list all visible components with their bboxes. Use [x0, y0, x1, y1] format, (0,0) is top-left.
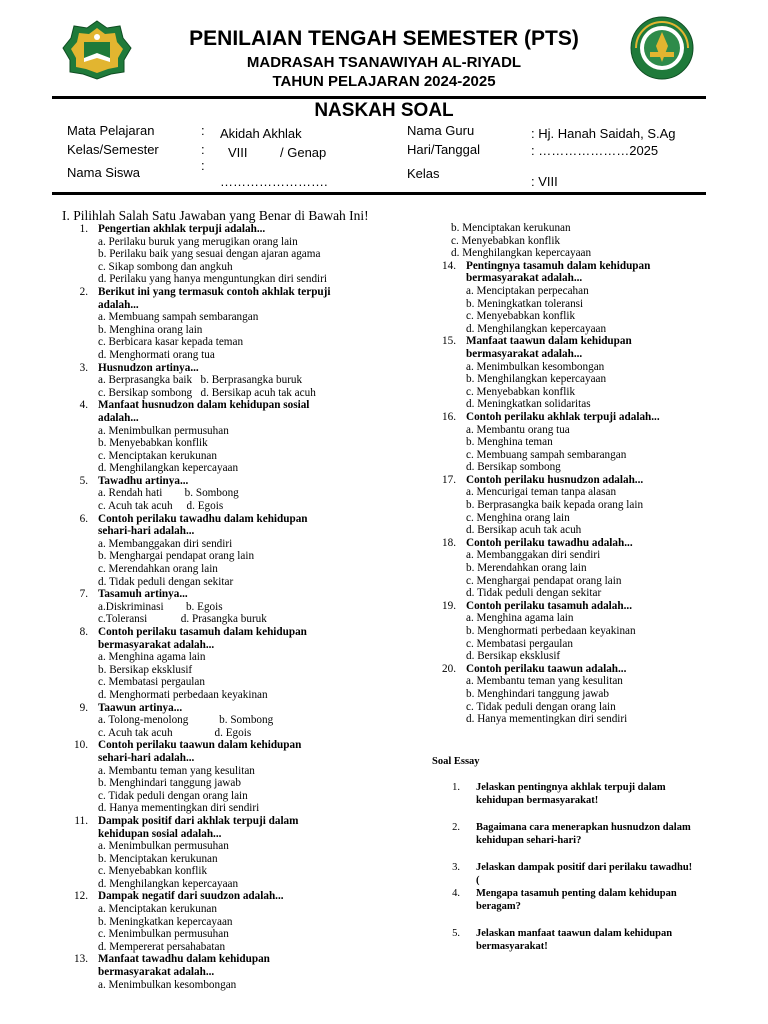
answer-option-text: d. Perilaku yang hanya menguntungkan diri sendiri	[98, 273, 327, 286]
question-number: 13.	[74, 953, 88, 966]
answer-option-text: d. Menghilangkan kepercayaan	[98, 877, 239, 890]
answer-option[interactable]	[428, 323, 748, 336]
answer-option[interactable]	[60, 878, 420, 891]
essay-text: bermasyarakat!	[476, 940, 548, 952]
answer-option-text: d. Meningkatkan solidaritas	[466, 398, 591, 411]
answer-option[interactable]	[428, 688, 748, 701]
answer-option-text: c. Menghina orang lain	[466, 511, 570, 524]
document-title: NASKAH SOAL	[314, 100, 454, 121]
semester-value: / Genap	[280, 145, 327, 160]
answer-option[interactable]	[428, 499, 748, 512]
essay-text: Bagaimana cara menerapkan husnudzon dalam	[476, 822, 691, 833]
student-name-label: Nama Siswa	[67, 165, 140, 180]
answer-option-text: b. Menghargai pendapat orang lain	[98, 550, 255, 563]
question-item	[60, 475, 420, 513]
answer-option-text: c. Tidak peduli dengan orang lain	[98, 789, 248, 802]
answer-option[interactable]	[428, 701, 748, 714]
question-item	[60, 626, 420, 702]
question-item	[428, 260, 748, 336]
answer-option-text: a.Diskriminasi b. Egois	[98, 600, 223, 613]
question-number: 6.	[79, 512, 88, 525]
answer-option[interactable]	[60, 941, 420, 954]
answer-option[interactable]	[60, 979, 420, 992]
answer-option[interactable]	[60, 765, 420, 778]
answer-option-text: c. Menyebabkan konflik	[98, 865, 208, 878]
question-number: 20.	[442, 662, 456, 675]
answer-option-text: c. Menghargai pendapat orang lain	[466, 574, 622, 587]
question-item	[60, 362, 420, 400]
question-item	[428, 537, 748, 600]
question-text: Pentingnya tasamuh dalam kehidupan	[466, 259, 651, 272]
question-number: 9.	[79, 701, 88, 714]
question-stem	[60, 513, 420, 538]
header-divider	[52, 96, 706, 99]
answer-option-text: b. Menghindari tanggung jawab	[98, 777, 241, 790]
answer-option-text: c.Toleransi d. Prasangka buruk	[98, 613, 267, 626]
answer-option-text: d. Menghilangkan kepercayaan	[98, 462, 239, 475]
answer-option[interactable]	[60, 840, 420, 853]
answer-option[interactable]	[60, 500, 420, 513]
essay-number: 5.	[452, 928, 460, 939]
question-text: Dampak negatif dari suudzon adalah...	[98, 890, 284, 903]
answer-option-text: b. Menghindari tanggung jawab	[466, 687, 609, 700]
essay-text: Mengapa tasamuh penting dalam kehidupan	[476, 888, 677, 899]
answer-option[interactable]	[60, 538, 420, 551]
essay-text: Jelaskan dampak positif dari perilaku tawadhu!	[476, 862, 693, 873]
answer-option-text: b. Berprasangka baik kepada orang lain	[466, 499, 644, 512]
student-name-field[interactable]: …………………….	[220, 174, 328, 189]
question-item	[60, 513, 420, 589]
answer-option[interactable]	[428, 638, 748, 651]
answer-option-text: b. Perilaku baik yang sesuai dengan ajaran agama	[98, 248, 321, 261]
essay-number: 2.	[452, 822, 460, 833]
answer-option[interactable]	[60, 777, 420, 790]
question-text: Dampak positif dari akhlak terpuji dalam	[98, 814, 299, 827]
answer-option-text: d. Bersikap sombong	[466, 461, 561, 474]
question-stem	[60, 953, 420, 978]
answer-option-text: d. Menghormati orang tua	[98, 348, 215, 361]
question-item	[60, 702, 420, 740]
answer-option[interactable]	[428, 398, 748, 411]
answer-option-text: a. Menimbulkan permusuhan	[98, 424, 229, 437]
answer-option[interactable]	[60, 651, 420, 664]
question-text: sehari-hari adalah...	[98, 525, 195, 538]
question-stem	[428, 335, 748, 360]
question-text: Contoh perilaku tawadhu adalah...	[466, 536, 633, 549]
question-text: Contoh perilaku akhlak terpuji adalah...	[466, 410, 660, 423]
answer-option[interactable]	[428, 449, 748, 462]
answer-option[interactable]	[60, 689, 420, 702]
student-name-colon: :	[201, 158, 205, 173]
answer-option[interactable]	[60, 727, 420, 740]
answer-option-text: c. Membuang sampah sembarangan	[466, 448, 627, 461]
date-label: Hari/Tanggal	[407, 142, 480, 157]
answer-option-text: b. Menghina orang lain	[98, 323, 203, 336]
essay-number: 3.	[452, 862, 460, 873]
answer-option[interactable]	[60, 487, 420, 500]
answer-option-text: a. Rendah hati b. Sombong	[98, 487, 239, 500]
question-number: 10.	[74, 739, 88, 752]
question-item	[428, 600, 748, 663]
answer-option[interactable]	[60, 437, 420, 450]
answer-option[interactable]	[428, 549, 748, 562]
answer-option-text: a. Menciptakan perpecahan	[466, 284, 589, 297]
answer-option[interactable]	[428, 713, 748, 726]
answer-option-text: c. Acuh tak acuh d. Egois	[98, 726, 252, 739]
answer-option-text: a. Membantu teman yang kesulitan	[466, 675, 623, 688]
class-value: VIII	[228, 145, 248, 160]
question-text: Manfaat husnudzon dalam kehidupan sosial	[98, 399, 310, 412]
question-text: sehari-hari adalah...	[98, 751, 195, 764]
answer-option[interactable]	[428, 386, 748, 399]
question-item	[60, 815, 420, 891]
answer-option-text: d. Bersikap eksklusif	[466, 650, 561, 663]
answer-option-text: b. Menyebabkan konflik	[98, 437, 208, 450]
answer-option-text: b. Menghormati perbedaan keyakinan	[466, 625, 636, 637]
answer-option[interactable]	[428, 461, 748, 474]
answer-option-text: a. Menimbulkan permusuhan	[98, 840, 229, 853]
answer-option[interactable]	[60, 349, 420, 362]
answer-option-text: d. Hanya mementingkan diri sendiri	[466, 713, 628, 726]
class-field: : VIII	[531, 174, 558, 189]
answer-option[interactable]	[60, 261, 420, 274]
answer-option[interactable]	[428, 562, 748, 575]
answer-option-text: d. Tidak peduli dengan sekitar	[98, 575, 234, 588]
answer-option[interactable]	[60, 576, 420, 589]
question-text: Manfaat tawadhu dalam kehidupan	[98, 953, 270, 966]
answer-option-text: a. Membantu orang tua	[466, 423, 570, 436]
essay-number: 4.	[452, 888, 460, 899]
question-stem	[60, 588, 420, 601]
question-text: Berikut ini yang termasuk contoh akhlak terpuji	[98, 285, 331, 298]
question-text: bermasyarakat adalah...	[466, 347, 583, 360]
answer-option[interactable]	[428, 512, 748, 525]
answer-option[interactable]	[60, 550, 420, 563]
question-number: 18.	[442, 536, 456, 549]
question-number: 7.	[79, 588, 88, 601]
question-number: 5.	[79, 474, 88, 487]
answer-option[interactable]	[60, 387, 420, 400]
question-item	[60, 286, 420, 362]
question-number: 1.	[79, 223, 88, 235]
question-stem	[60, 475, 420, 488]
question-item	[60, 223, 420, 286]
essay-text: beragam?	[476, 900, 521, 912]
answer-option[interactable]	[428, 373, 748, 386]
question-number: 16.	[442, 410, 456, 423]
subject-value: Akidah Akhlak	[220, 126, 302, 141]
answer-option-text: d. Bersikap acuh tak acuh	[466, 524, 582, 537]
question-text: bermasyarakat adalah...	[98, 966, 215, 979]
question-stem	[60, 399, 420, 424]
answer-option-text: a. Menciptakan kerukunan	[98, 903, 217, 916]
answer-option-text: c. Menimbulkan permusuhan	[98, 928, 229, 941]
academic-year: TAHUN PELAJARAN 2024-2025	[272, 73, 496, 90]
question-text: Contoh perilaku taawun dalam kehidupan	[98, 739, 302, 752]
question-stem	[60, 362, 420, 375]
answer-option[interactable]	[428, 625, 748, 638]
class-label: Kelas	[407, 166, 440, 181]
question-number: 14.	[442, 259, 456, 272]
answer-option-text: d. Menghilangkan kepercayaan	[451, 247, 592, 260]
answer-option-text: b. Merendahkan orang lain	[466, 562, 587, 575]
answer-option[interactable]	[60, 916, 420, 929]
answer-option-text: c. Membatasi pergaulan	[466, 637, 573, 650]
answer-option[interactable]	[60, 324, 420, 337]
answer-option[interactable]	[428, 486, 748, 499]
answer-option[interactable]	[60, 664, 420, 677]
answer-option-text: b. Meningkatkan toleransi	[466, 297, 584, 310]
answer-option[interactable]	[60, 311, 420, 324]
question-number: 8.	[79, 626, 88, 638]
question-number: 3.	[79, 361, 88, 374]
answer-option[interactable]	[60, 865, 420, 878]
answer-option[interactable]	[60, 563, 420, 576]
question-text: Contoh perilaku husnudzon adalah...	[466, 473, 644, 486]
question-number: 2.	[79, 285, 88, 298]
answer-option[interactable]	[428, 361, 748, 374]
answer-option[interactable]	[60, 802, 420, 815]
answer-option-text: b. Menciptakan kerukunan	[98, 852, 218, 865]
question-number: 19.	[442, 599, 456, 612]
essay-text: Jelaskan pentingnya akhlak terpuji dalam	[476, 782, 666, 793]
answer-option[interactable]	[60, 450, 420, 463]
answer-option[interactable]	[428, 222, 748, 235]
answer-option[interactable]	[60, 790, 420, 803]
question-text: Contoh perilaku tawadhu dalam kehidupan	[98, 512, 308, 525]
question-text: Contoh perilaku tasamuh dalam kehidupan	[98, 626, 307, 638]
answer-option-text: a. Menghina agama lain	[466, 612, 574, 625]
answer-option-text: a. Membanggakan diri sendiri	[98, 537, 233, 550]
question-text: bermasyarakat adalah...	[466, 272, 583, 285]
teacher-name-value: : Hj. Hanah Saidah, S.Ag	[531, 126, 676, 141]
answer-option[interactable]	[428, 298, 748, 311]
answer-option-text: b. Meningkatkan kepercayaan	[98, 915, 233, 928]
answer-option[interactable]	[428, 575, 748, 588]
answer-option-text: a. Menghina agama lain	[98, 651, 206, 664]
answer-option[interactable]	[428, 650, 748, 663]
answer-option-text: c. Menyebabkan konflik	[451, 234, 561, 247]
answer-option-text: b. Bersikap eksklusif	[98, 663, 193, 676]
question-item	[428, 474, 748, 537]
question-number: 17.	[442, 473, 456, 486]
essay-question	[432, 782, 742, 807]
subject-label: Mata Pelajaran	[67, 123, 155, 138]
answer-option[interactable]	[428, 424, 748, 437]
teacher-name-label: Nama Guru	[407, 123, 475, 138]
answer-option[interactable]	[60, 601, 420, 614]
answer-option[interactable]	[428, 247, 748, 260]
answer-option[interactable]	[428, 310, 748, 323]
question-text: Manfaat taawun dalam kehidupan	[466, 335, 632, 348]
questions-left-column	[60, 208, 420, 991]
answer-option-text: a. Perilaku buruk yang merugikan orang lain	[98, 235, 298, 248]
answer-option-text: a. Membanggakan diri sendiri	[466, 549, 601, 562]
question-13-continuation	[428, 222, 748, 260]
answer-option[interactable]	[60, 613, 420, 626]
question-item	[428, 663, 748, 726]
question-stem	[60, 702, 420, 715]
answer-option[interactable]	[60, 714, 420, 727]
answer-option-text: c. Membatasi pergaulan	[98, 676, 205, 689]
question-text: kehidupan sosial adalah...	[98, 827, 222, 840]
essay-question	[432, 888, 742, 913]
answer-option-text: b. Menghina teman	[466, 436, 553, 449]
question-stem	[60, 286, 420, 311]
answer-option-text: a. Membuang sampah sembarangan	[98, 311, 259, 324]
answer-option-text: c. Menciptakan kerukunan	[98, 449, 217, 462]
question-item	[428, 411, 748, 474]
answer-option-text: c. Berbicara kasar kepada teman	[98, 336, 244, 349]
answer-option-text: a. Tolong-menolong b. Sombong	[98, 714, 274, 727]
essay-text: kehidupan bermasyarakat!	[476, 794, 599, 806]
answer-option-text: a. Membantu teman yang kesulitan	[98, 764, 255, 777]
answer-option-text: c. Sikap sombong dan angkuh	[98, 260, 233, 273]
answer-option-text: d. Menghilangkan kepercayaan	[466, 322, 607, 335]
subject-colon: :	[201, 123, 205, 138]
question-stem	[60, 815, 420, 840]
answer-option[interactable]	[60, 248, 420, 261]
essay-text: Jelaskan manfaat taawun dalam kehidupan	[476, 928, 673, 939]
question-text: adalah...	[98, 411, 139, 424]
question-text: Contoh perilaku tasamuh adalah...	[466, 599, 632, 612]
question-stem	[60, 890, 420, 903]
question-stem	[428, 474, 748, 487]
answer-option-text: a. Menimbulkan kesombongan	[98, 978, 237, 991]
question-item	[60, 399, 420, 475]
essay-number: 1.	[452, 782, 460, 793]
question-text: bermasyarakat adalah...	[98, 638, 215, 651]
question-stem	[428, 600, 748, 613]
school-name: MADRASAH TSANAWIYAH AL-RIYADL	[246, 54, 522, 71]
essay-text: (	[476, 874, 480, 886]
question-number: 11.	[74, 814, 88, 827]
answer-option[interactable]	[428, 436, 748, 449]
answer-option-text: d. Hanya mementingkan diri sendiri	[98, 802, 260, 815]
question-text: adalah...	[98, 298, 139, 311]
question-number: 12.	[74, 890, 88, 903]
answer-option[interactable]	[60, 853, 420, 866]
answer-option[interactable]	[60, 273, 420, 286]
question-stem	[428, 411, 748, 424]
class-semester-colon: :	[201, 142, 205, 157]
answer-option-text: d. Mempererat persahabatan	[98, 940, 226, 953]
question-stem	[428, 537, 748, 550]
essay-title: Soal Essay	[432, 756, 480, 767]
answer-option-text: c. Menyebabkan konflik	[466, 385, 576, 398]
answer-option-text: c. Merendahkan orang lain	[98, 563, 218, 576]
question-item	[60, 953, 420, 991]
answer-option[interactable]	[60, 336, 420, 349]
answer-option-text: b. Menghilangkan kepercayaan	[466, 373, 607, 386]
question-item	[60, 588, 420, 626]
section-instruction: I. Pilihlah Salah Satu Jawaban yang Benar di Bawah Ini!	[62, 208, 369, 223]
answer-option-text: a. Menimbulkan kesombongan	[466, 360, 605, 373]
question-list-left	[60, 223, 420, 991]
answer-option[interactable]	[428, 285, 748, 298]
answer-option-text: d. Tidak peduli dengan sekitar	[466, 587, 602, 600]
question-number: 15.	[442, 335, 456, 348]
answer-option-text: c. Menyebabkan konflik	[466, 310, 576, 323]
question-number: 4.	[79, 399, 88, 412]
answer-option-text: b. Menciptakan kerukunan	[451, 222, 571, 234]
answer-option-text: a. Berprasangka baik b. Berprasangka buruk	[98, 374, 303, 387]
answer-option[interactable]	[428, 524, 748, 537]
question-stem	[428, 663, 748, 676]
essay-question	[432, 862, 742, 887]
answer-option-text: c. Acuh tak acuh d. Egois	[98, 500, 224, 513]
answer-option-text: a. Mencurigai teman tanpa alasan	[466, 486, 617, 499]
question-text: Pengertian akhlak terpuji adalah...	[98, 223, 266, 235]
answer-option[interactable]	[60, 425, 420, 438]
question-text: Tawadhu artinya...	[98, 474, 189, 487]
questions-right-column	[428, 222, 748, 726]
answer-option[interactable]	[428, 235, 748, 248]
question-item	[60, 739, 420, 815]
answer-option[interactable]	[60, 236, 420, 249]
question-text: Husnudzon artinya...	[98, 361, 199, 374]
answer-option[interactable]	[60, 928, 420, 941]
answer-option-text: d. Menghormati perbedaan keyakinan	[98, 688, 268, 701]
answer-option[interactable]	[428, 587, 748, 600]
question-stem	[60, 626, 420, 651]
question-item	[428, 335, 748, 411]
answer-option[interactable]	[60, 903, 420, 916]
question-stem	[60, 739, 420, 764]
essay-question	[432, 928, 742, 953]
answer-option[interactable]	[60, 462, 420, 475]
essay-text: kehidupan sehari-hari?	[476, 834, 582, 846]
answer-option[interactable]	[428, 612, 748, 625]
class-semester-label: Kelas/Semester	[67, 142, 159, 157]
answer-option[interactable]	[60, 676, 420, 689]
answer-option[interactable]	[428, 675, 748, 688]
question-list-right	[428, 260, 748, 726]
answer-option[interactable]	[60, 374, 420, 387]
question-stem	[60, 223, 420, 236]
question-text: Contoh perilaku taawun adalah...	[466, 662, 627, 675]
essay-question	[432, 822, 742, 847]
question-stem	[428, 260, 748, 285]
answer-option-text: c. Bersikap sombong d. Bersikap acuh tak acuh	[98, 386, 316, 399]
date-field[interactable]: : …………………2025	[531, 143, 659, 158]
question-text: Tasamuh artinya...	[98, 588, 188, 601]
answer-option-text: c. Tidak peduli dengan orang lain	[466, 700, 616, 713]
page-title: PENILAIAN TENGAH SEMESTER (PTS)	[189, 27, 579, 50]
question-item	[60, 890, 420, 953]
question-text: Taawun artinya...	[98, 701, 183, 714]
info-divider	[52, 192, 706, 195]
